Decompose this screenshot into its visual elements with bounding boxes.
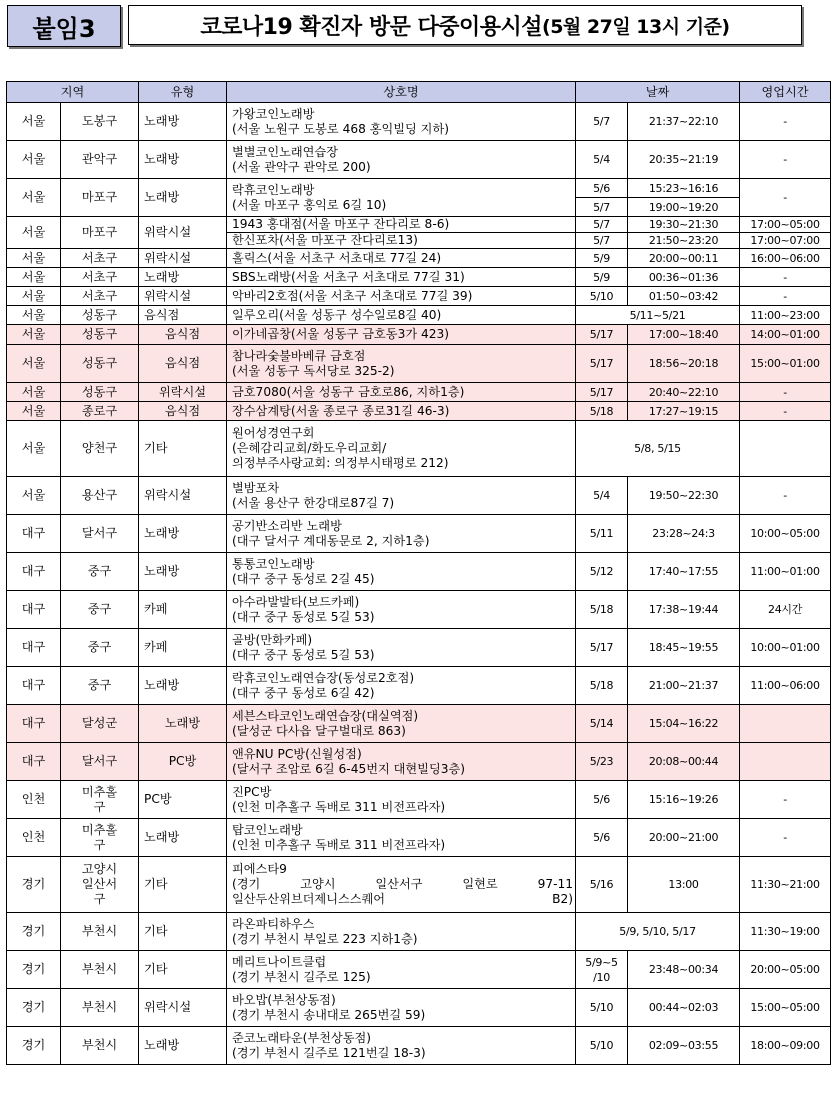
time-cell: 17:27~19:15 <box>628 402 740 421</box>
city-cell: 경기 <box>7 1027 61 1065</box>
date-span-cell: 5/9, 5/10, 5/17 <box>576 913 740 951</box>
district-cell: 성동구 <box>61 345 139 383</box>
city-cell: 서울 <box>7 287 61 306</box>
city-cell: 대구 <box>7 743 61 781</box>
city-cell: 서울 <box>7 383 61 402</box>
name-cell-line: (서울 노원구 도봉로 468 홍익빌딩 지하) <box>232 121 449 136</box>
name-cell-line: 바오밥(부천상동점) <box>232 992 336 1007</box>
type-cell: 위락시설 <box>139 249 227 268</box>
name-cell-line: (서울 마포구 홍익로 6길 10) <box>232 197 387 212</box>
name-cell <box>227 402 576 421</box>
name-cell-line: (인천 미추홀구 독배로 311 비전프라자) <box>232 799 446 814</box>
district-cell: 성동구 <box>61 325 139 345</box>
city-cell: 인천 <box>7 819 61 857</box>
hours-cell: - <box>740 781 831 819</box>
date-cell: 5/10 <box>576 287 628 306</box>
name-cell-line: 이가네곱창(서울 성동구 금호동3가 423) <box>232 327 449 341</box>
district-cell: 종로구 <box>61 402 139 421</box>
hours-cell: - <box>740 477 831 515</box>
table-row <box>7 951 831 989</box>
date-cell: 5/7 <box>576 198 628 217</box>
hours-cell <box>740 743 831 781</box>
district-cell <box>61 781 139 819</box>
city-cell: 서울 <box>7 421 61 477</box>
date-cell: 5/6 <box>576 781 628 819</box>
district-cell: 중구 <box>61 629 139 667</box>
name-cell-line: (은혜감리교회/화도우리교회/ <box>232 441 387 455</box>
district-cell: 달서구 <box>61 515 139 553</box>
name-cell: 1943 홍대점(서울 마포구 잔다리로 8-6) <box>227 217 576 233</box>
hours-cell: - <box>740 383 831 402</box>
hours-cell: - <box>740 268 831 287</box>
district-cell: 성동구 <box>61 383 139 402</box>
time-cell: 19:30~21:30 <box>628 217 740 233</box>
name-cell-line: 라온파티하우스 <box>232 916 315 931</box>
table-row <box>7 553 831 591</box>
date-cell: 5/7 <box>576 233 628 249</box>
date-span-cell: 5/8, 5/15 <box>576 421 740 477</box>
name-cell-line: 락휴코인노래방 <box>232 182 315 197</box>
name-cell-line: 의정부주사랑교회: 의정부시태평로 212) <box>232 456 449 470</box>
name-cell-line: (대구 중구 동성로 5길 53) <box>232 647 375 662</box>
name-cell-line: (대구 중구 동성로 6길 42) <box>232 685 375 700</box>
type-cell: 기타 <box>139 951 227 989</box>
time-cell: 18:56~20:18 <box>628 345 740 383</box>
time-cell: 21:00~21:37 <box>628 667 740 705</box>
type-cell: 노래방 <box>139 553 227 591</box>
name-cell <box>227 951 576 989</box>
name-cell <box>227 1027 576 1065</box>
hours-cell: 11:30~19:00 <box>740 913 831 951</box>
district-cell: 부천시 <box>61 989 139 1027</box>
name-cell <box>227 306 576 325</box>
table-row <box>7 1027 831 1065</box>
name-cell-line: (대구 중구 동성로 5길 53) <box>232 609 375 624</box>
date-cell: 5/7 <box>576 217 628 233</box>
hours-cell: 11:00~23:00 <box>740 306 831 325</box>
col-header-type: 유형 <box>139 82 227 103</box>
city-cell: 서울 <box>7 103 61 141</box>
type-cell: 노래방 <box>139 179 227 217</box>
district-cell: 양천구 <box>61 421 139 477</box>
table-row <box>7 989 831 1027</box>
district-cell: 중구 <box>61 667 139 705</box>
name-cell <box>227 819 576 857</box>
name-cell-line: 별밤포차 <box>232 480 280 495</box>
table-row <box>7 477 831 515</box>
hours-cell: 17:00~05:00 <box>740 217 831 233</box>
district-cell: 성동구 <box>61 306 139 325</box>
hours-cell: - <box>740 103 831 141</box>
date-cell: 5/11 <box>576 515 628 553</box>
hours-cell: - <box>740 819 831 857</box>
district-cell <box>61 819 139 857</box>
city-cell: 서울 <box>7 249 61 268</box>
name-cell-line: (경기 부천시 송내대로 265번길 59) <box>232 1007 426 1022</box>
time-cell: 21:50~23:20 <box>628 233 740 249</box>
name-cell-line: 공기반소리반 노래방 <box>232 518 342 533</box>
type-cell: 위락시설 <box>139 383 227 402</box>
district-cell: 서초구 <box>61 287 139 306</box>
name-cell-line: 피에스타9 <box>232 862 287 876</box>
date-cell: 5/14 <box>576 705 628 743</box>
time-cell: 20:40~22:10 <box>628 383 740 402</box>
time-cell: 15:23~16:16 <box>628 179 740 198</box>
table-row <box>7 268 831 287</box>
district-cell: 달서구 <box>61 743 139 781</box>
name-cell <box>227 141 576 179</box>
table-row <box>7 306 831 325</box>
hours-cell: 20:00~05:00 <box>740 951 831 989</box>
time-cell: 17:40~17:55 <box>628 553 740 591</box>
name-cell-line: (서울 관악구 관악로 200) <box>232 159 371 174</box>
district-cell-line: 고양시 <box>81 862 118 876</box>
name-cell-line: 아수라발발타(보드카페) <box>232 594 360 609</box>
hours-cell: 10:00~01:00 <box>740 629 831 667</box>
time-cell: 23:28~24:3 <box>628 515 740 553</box>
name-cell <box>227 179 576 217</box>
name-cell <box>227 705 576 743</box>
name-cell <box>227 591 576 629</box>
district-cell-line: 미추홀 <box>81 784 118 799</box>
city-cell: 경기 <box>7 857 61 913</box>
name-cell-line: 원어성경연구회 <box>232 426 315 440</box>
hours-cell: - <box>740 179 831 217</box>
city-cell: 경기 <box>7 913 61 951</box>
city-cell: 서울 <box>7 325 61 345</box>
name-cell-line: 별별코인노래연습장 <box>232 144 338 159</box>
district-cell <box>61 857 139 913</box>
date-span-cell: 5/11~5/21 <box>576 306 740 325</box>
hours-cell: 11:30~21:00 <box>740 857 831 913</box>
table-row <box>7 103 831 141</box>
date-cell: 5/17 <box>576 325 628 345</box>
name-cell-line: 일루오리(서울 성동구 성수일로8길 40) <box>232 307 442 322</box>
hours-cell <box>740 705 831 743</box>
type-cell: 위락시설 <box>139 477 227 515</box>
type-cell: 기타 <box>139 857 227 913</box>
name-cell-line: 장수삼계탕(서울 종로구 종로31길 46-3) <box>232 403 450 418</box>
appendix-badge-label: 붙임3 <box>32 14 96 43</box>
table-row <box>7 913 831 951</box>
date-cell: 5/16 <box>576 857 628 913</box>
table-row <box>7 421 831 477</box>
type-cell: PC방 <box>139 743 227 781</box>
hours-cell: 15:00~01:00 <box>740 345 831 383</box>
type-cell: 카페 <box>139 629 227 667</box>
name-cell-line: (대구 달서구 계대동문로 2, 지하1층) <box>232 533 430 548</box>
name-cell-line: 금호7080(서울 성동구 금호로86, 지하1층) <box>232 384 465 399</box>
date-cell: 5/10 <box>576 989 628 1027</box>
district-cell: 중구 <box>61 553 139 591</box>
table-row <box>7 402 831 421</box>
name-cell-line: (인천 미추홀구 독배로 311 비전프라자) <box>232 837 446 852</box>
district-cell: 용산구 <box>61 477 139 515</box>
name-cell-line: 참나라숯불바베큐 금호점 <box>232 348 366 363</box>
table-row <box>7 141 831 179</box>
city-cell: 서울 <box>7 179 61 217</box>
time-cell: 17:00~18:40 <box>628 325 740 345</box>
city-cell: 경기 <box>7 989 61 1027</box>
time-cell: 13:00 <box>628 857 740 913</box>
col-header-date: 날짜 <box>576 82 740 103</box>
time-cell: 20:35~21:19 <box>628 141 740 179</box>
district-cell: 마포구 <box>61 179 139 217</box>
district-cell: 서초구 <box>61 268 139 287</box>
date-cell-line: 5/9~5 <box>585 955 618 969</box>
type-cell: 노래방 <box>139 515 227 553</box>
date-cell-line: /10 <box>593 970 610 984</box>
date-cell: 5/12 <box>576 553 628 591</box>
table-row <box>7 743 831 781</box>
date-cell <box>576 951 628 989</box>
city-cell: 대구 <box>7 591 61 629</box>
name-cell-line: 세븐스타코인노래연습장(대실역점) <box>232 708 419 723</box>
type-cell: 위락시설 <box>139 217 227 249</box>
time-cell: 15:16~19:26 <box>628 781 740 819</box>
table-row <box>7 179 831 198</box>
facility-table <box>6 81 831 1065</box>
time-cell: 19:50~22:30 <box>628 477 740 515</box>
hours-cell <box>740 421 831 477</box>
type-cell: PC방 <box>139 781 227 819</box>
hours-cell: 16:00~06:00 <box>740 249 831 268</box>
hours-cell: 15:00~05:00 <box>740 989 831 1027</box>
date-cell: 5/17 <box>576 345 628 383</box>
name-cell-line: SBS노래방(서울 서초구 서초대로 77길 31) <box>232 269 465 284</box>
col-header-hours: 영업시간 <box>740 82 831 103</box>
name-cell-line: 골방(만화카페) <box>232 632 313 647</box>
name-cell-line: (경기 고양시 일산서구 일현로 97-11 <box>232 877 574 891</box>
city-cell: 서울 <box>7 306 61 325</box>
col-header-region: 지역 <box>7 82 139 103</box>
page-title <box>128 5 802 45</box>
name-cell-line: (경기 부천시 길주로 121번길 18-3) <box>232 1045 426 1060</box>
name-cell-line: (대구 중구 동성로 2길 45) <box>232 571 375 586</box>
date-cell: 5/6 <box>576 819 628 857</box>
col-header-name: 상호명 <box>227 82 576 103</box>
name-cell-line: 앤유NU PC방(신월성점) <box>232 746 362 761</box>
date-cell: 5/4 <box>576 477 628 515</box>
time-cell: 00:44~02:03 <box>628 989 740 1027</box>
city-cell: 서울 <box>7 268 61 287</box>
date-cell: 5/18 <box>576 667 628 705</box>
city-cell: 대구 <box>7 705 61 743</box>
hours-cell: 14:00~01:00 <box>740 325 831 345</box>
date-cell: 5/17 <box>576 383 628 402</box>
table-body <box>7 103 831 1065</box>
type-cell: 음식점 <box>139 345 227 383</box>
district-cell-line: 구 <box>93 799 106 814</box>
city-cell: 대구 <box>7 553 61 591</box>
table-row <box>7 345 831 383</box>
table-row <box>7 629 831 667</box>
hours-cell: - <box>740 287 831 306</box>
name-cell <box>227 629 576 667</box>
name-cell <box>227 103 576 141</box>
time-cell: 19:00~19:20 <box>628 198 740 217</box>
name-cell <box>227 287 576 306</box>
table-row <box>7 217 831 233</box>
date-cell: 5/6 <box>576 179 628 198</box>
hours-cell: 11:00~06:00 <box>740 667 831 705</box>
table-row <box>7 705 831 743</box>
district-cell-line: 구 <box>93 892 106 906</box>
name-cell-line: 일산두산위브더제니스스퀘어 B2) <box>232 892 574 906</box>
date-cell: 5/10 <box>576 1027 628 1065</box>
name-cell-line: 가왕코인노래방 <box>232 106 315 121</box>
district-cell-line: 미추홀 <box>81 822 118 837</box>
time-cell: 17:38~19:44 <box>628 591 740 629</box>
name-cell-line: 홀릭스(서울 서초구 서초대로 77길 24) <box>232 250 442 265</box>
city-cell: 대구 <box>7 667 61 705</box>
type-cell: 노래방 <box>139 1027 227 1065</box>
type-cell: 노래방 <box>139 705 227 743</box>
type-cell: 위락시설 <box>139 989 227 1027</box>
name-cell <box>227 553 576 591</box>
name-cell <box>227 913 576 951</box>
name-cell <box>227 667 576 705</box>
name-cell-line: (경기 부천시 길주로 125) <box>232 969 371 984</box>
page-title-main: 코로나19 확진자 방문 다중이용시설 <box>200 14 543 40</box>
district-cell: 부천시 <box>61 913 139 951</box>
district-cell: 마포구 <box>61 217 139 249</box>
time-cell: 20:00~21:00 <box>628 819 740 857</box>
name-cell <box>227 325 576 345</box>
type-cell: 카페 <box>139 591 227 629</box>
type-cell: 음식점 <box>139 402 227 421</box>
city-cell: 인천 <box>7 781 61 819</box>
table-header-row <box>7 82 831 103</box>
table-row <box>7 819 831 857</box>
table-row <box>7 591 831 629</box>
hours-cell: 17:00~07:00 <box>740 233 831 249</box>
name-cell <box>227 743 576 781</box>
city-cell: 대구 <box>7 629 61 667</box>
district-cell-line: 구 <box>93 837 106 852</box>
table-row <box>7 857 831 913</box>
time-cell: 18:45~19:55 <box>628 629 740 667</box>
hours-cell: 24시간 <box>740 591 831 629</box>
district-cell-line: 일산서 <box>81 877 118 891</box>
type-cell: 노래방 <box>139 667 227 705</box>
city-cell: 서울 <box>7 217 61 249</box>
table-row <box>7 383 831 402</box>
name-cell <box>227 857 576 913</box>
name-cell-line: 락휴코인노래연습장(동성로2호점) <box>232 670 415 685</box>
table-row <box>7 667 831 705</box>
district-cell: 중구 <box>61 591 139 629</box>
appendix-badge <box>7 5 121 47</box>
type-cell: 기타 <box>139 421 227 477</box>
district-cell: 관악구 <box>61 141 139 179</box>
type-cell: 위락시설 <box>139 287 227 306</box>
name-cell <box>227 421 576 477</box>
type-cell: 기타 <box>139 913 227 951</box>
time-cell: 15:04~16:22 <box>628 705 740 743</box>
date-cell: 5/4 <box>576 141 628 179</box>
time-cell: 01:50~03:42 <box>628 287 740 306</box>
type-cell: 음식점 <box>139 325 227 345</box>
hours-cell: 18:00~09:00 <box>740 1027 831 1065</box>
table-row <box>7 249 831 268</box>
time-cell: 00:36~01:36 <box>628 268 740 287</box>
table-row <box>7 287 831 306</box>
name-cell <box>227 345 576 383</box>
type-cell: 노래방 <box>139 141 227 179</box>
name-cell-line: (서울 용산구 한강대로87길 7) <box>232 495 395 510</box>
city-cell: 대구 <box>7 515 61 553</box>
city-cell: 서울 <box>7 402 61 421</box>
city-cell: 경기 <box>7 951 61 989</box>
name-cell <box>227 989 576 1027</box>
type-cell: 노래방 <box>139 268 227 287</box>
name-cell-line: 통통코인노래방 <box>232 556 315 571</box>
name-cell-line: 진PC방 <box>232 784 272 799</box>
date-cell: 5/18 <box>576 402 628 421</box>
district-cell: 부천시 <box>61 951 139 989</box>
type-cell: 음식점 <box>139 306 227 325</box>
hours-cell: 10:00~05:00 <box>740 515 831 553</box>
table-row <box>7 781 831 819</box>
city-cell: 서울 <box>7 141 61 179</box>
name-cell <box>227 268 576 287</box>
city-cell: 서울 <box>7 345 61 383</box>
name-cell-line: (달서구 조암로 6길 6-45번지 대현빌딩3층) <box>232 761 466 776</box>
date-cell: 5/23 <box>576 743 628 781</box>
name-cell: 한신포차(서울 마포구 잔다리로13) <box>227 233 576 249</box>
name-cell-line: (경기 부천시 부일로 223 지하1층) <box>232 931 418 946</box>
city-cell: 서울 <box>7 477 61 515</box>
name-cell-line: (서울 성동구 독서당로 325-2) <box>232 363 395 378</box>
date-cell: 5/17 <box>576 629 628 667</box>
time-cell: 02:09~03:55 <box>628 1027 740 1065</box>
hours-cell: - <box>740 402 831 421</box>
time-cell: 21:37~22:10 <box>628 103 740 141</box>
name-cell-line: (달성군 다사읍 달구벌대로 863) <box>232 723 406 738</box>
date-cell: 5/7 <box>576 103 628 141</box>
name-cell-line: 탑코인노래방 <box>232 822 303 837</box>
name-cell <box>227 249 576 268</box>
name-cell-line: 악바리2호점(서울 서초구 서초대로 77길 39) <box>232 288 473 303</box>
time-cell: 23:48~00:34 <box>628 951 740 989</box>
district-cell: 도봉구 <box>61 103 139 141</box>
date-cell: 5/18 <box>576 591 628 629</box>
district-cell: 서초구 <box>61 249 139 268</box>
type-cell: 노래방 <box>139 819 227 857</box>
time-cell: 20:08~00:44 <box>628 743 740 781</box>
name-cell <box>227 477 576 515</box>
name-cell-line: 메리트나이트클럽 <box>232 954 327 969</box>
name-cell-line: 준코노래타운(부천상동점) <box>232 1030 372 1045</box>
hours-cell: 11:00~01:00 <box>740 553 831 591</box>
name-cell <box>227 515 576 553</box>
table-row <box>7 515 831 553</box>
date-cell: 5/9 <box>576 268 628 287</box>
hours-cell: - <box>740 141 831 179</box>
page-title-subtitle: (5월 27일 13시 기준) <box>542 15 730 38</box>
date-cell: 5/9 <box>576 249 628 268</box>
name-cell <box>227 383 576 402</box>
district-cell: 달성군 <box>61 705 139 743</box>
name-cell <box>227 781 576 819</box>
table-row <box>7 325 831 345</box>
type-cell: 노래방 <box>139 103 227 141</box>
time-cell: 20:00~00:11 <box>628 249 740 268</box>
district-cell: 부천시 <box>61 1027 139 1065</box>
